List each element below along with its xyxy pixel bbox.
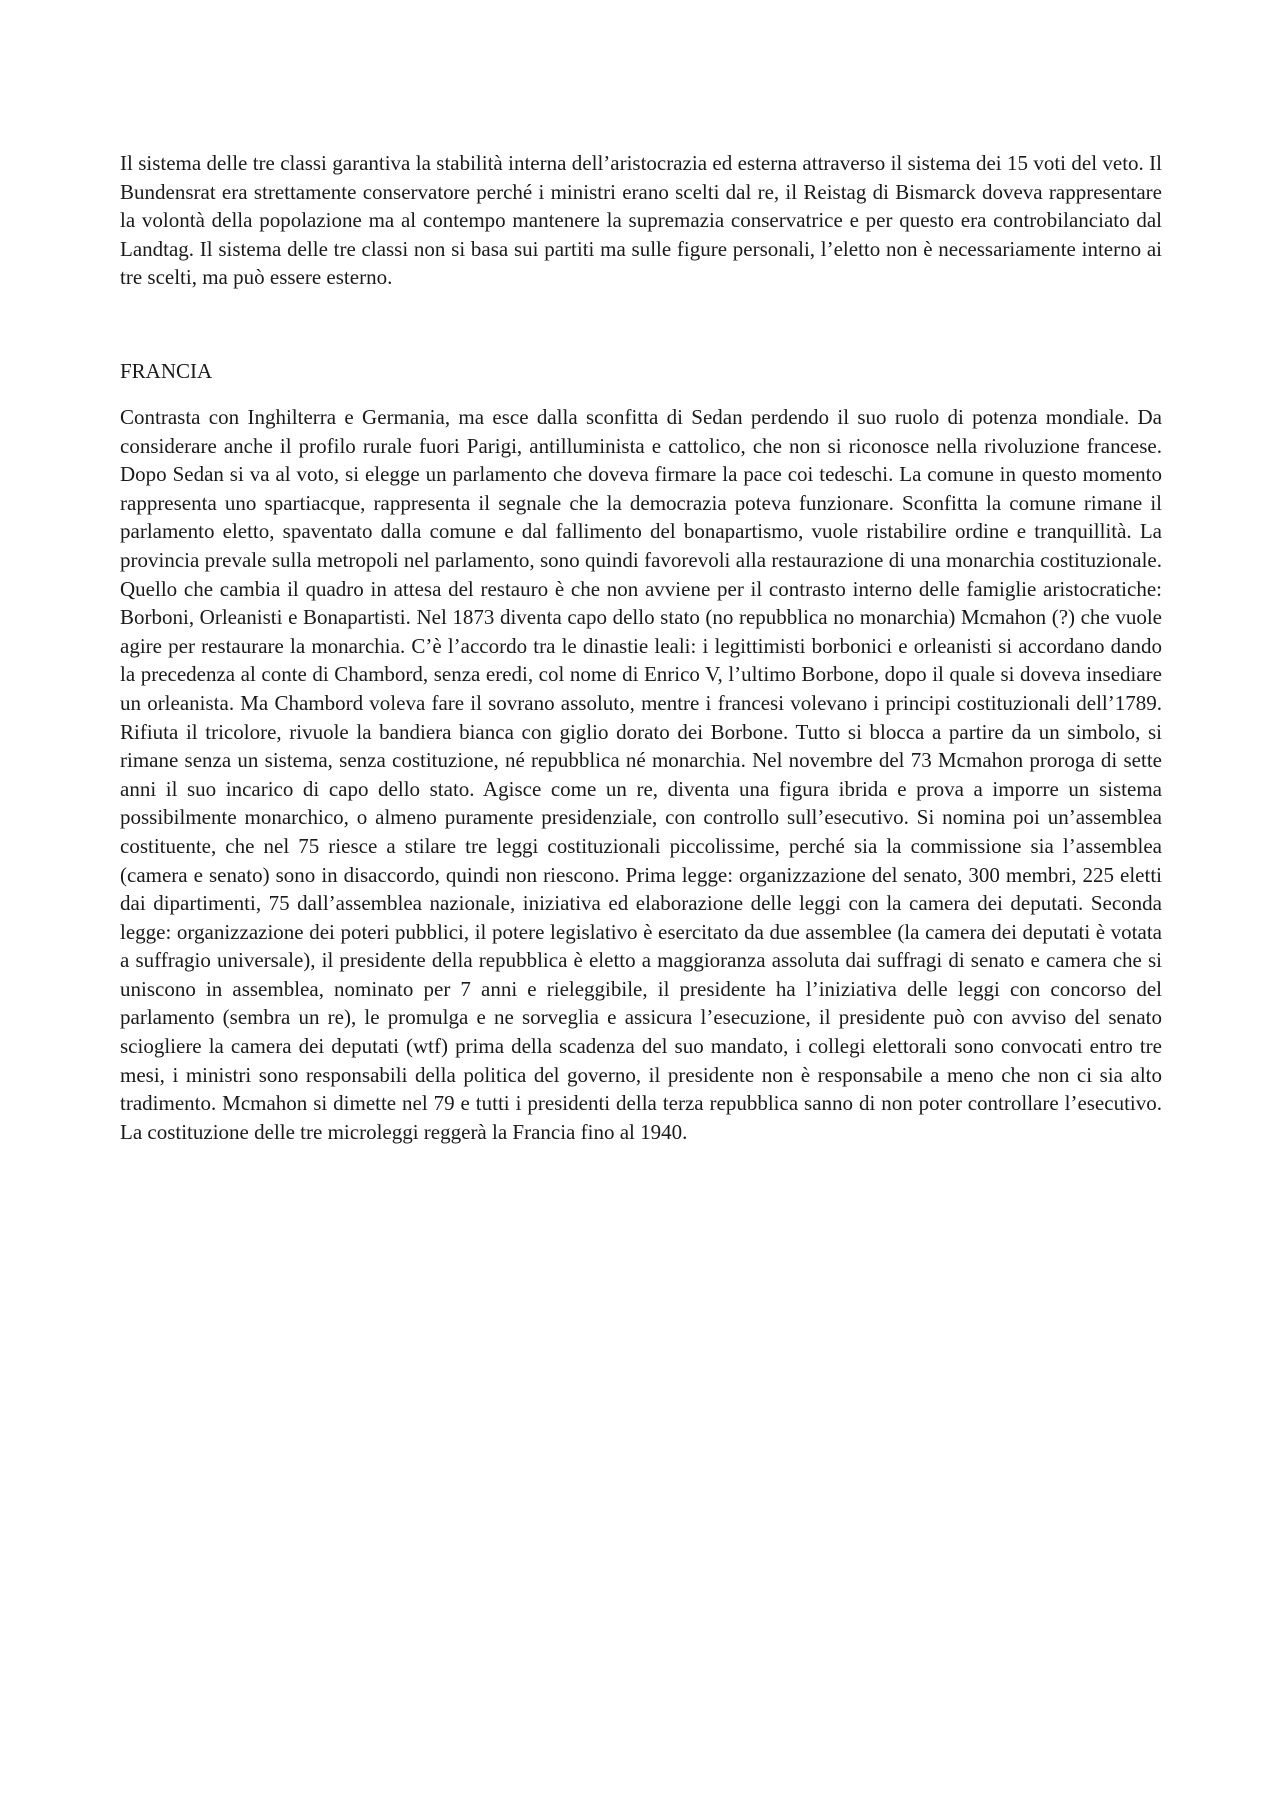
francia-paragraph: Contrasta con Inghilterra e Germania, ma esce dalla sconfitta di Sedan perdendo il suo ruolo di potenza mondiale. Da considerare anche il profilo rurale fuori Parigi, antilluminista e cattolico, che non si riconosce nella rivoluzione francese. Dopo Sedan si va al voto, si elegge un parlamento che doveva firmare la pace coi tedeschi. La comune in questo momento rappresenta uno spartiacque, rappresenta il segnale che la democrazia poteva funzionare. Sconfitta la comune rimane il parlamento eletto, spaventato dalla comune e dal fallimento del bonapartismo, vuole ristabilire ordine e tranquillità. La provincia prevale sulla metropoli nel parlamento, sono quindi favorevoli alla restaurazione di una monarchia costituzionale. Quello che cambia il quadro in attesa del restauro è che non avviene per il contrasto interno delle famiglie aristocratiche: Borboni, Orleanisti e Bonapartisti. Nel 1873 diventa capo dello stato (no repubblica no monarchia) Mcmahon (?) che vuole agire per restaurare la monarchia. C’è l’accordo tra le dinastie leali: i legittimisti borbonici e orleanisti si accordano dando la precedenza al conte di Chambord, senza eredi, col nome di Enrico V, l’ultimo Borbone, dopo il quale si doveva insediare un orleanista. Ma Chambord voleva fare il sovrano assoluto, mentre i francesi volevano i principi costituzionali dell’1789. Rifiuta il tricolore, rivuole la bandiera bianca con giglio dorato dei Borbone. Tutto si blocca a partire da un simbolo, si rimane senza un sistema, senza costituzione, né repubblica né monarchia. Nel novembre del 73 Mcmahon proroga di sette anni il suo incarico di capo dello stato. Agisce come un re, diventa una figura ibrida e prova a imporre un sistema possibilmente monarchico, o almeno puramente presidenziale, con controllo sull’esecutivo. Si nomina poi un’assemblea costituente, che nel 75 riesce a stilare tre leggi costituzionali piccolissime, perché sia la commissione sia l’assemblea (camera e senato) sono in disaccordo, quindi non riescono. Prima legge: organizzazione del senato, 300 membri, 225 eletti dai dipartimenti, 75 dall’assemblea nazionale, iniziativa ed elaborazione delle leggi con la camera dei deputati. Seconda legge: organizzazione dei poteri pubblici, il potere legislativo è esercitato da due assemblee (la camera dei deputati è votata a suffragio universale), il presidente della repubblica è eletto a maggioranza assoluta dai suffragi di senato e camera che si uniscono in assemblea, nominato per 7 anni e rieleggibile, il presidente ha l’iniziativa delle leggi con concorso del parlamento (sembra un re), le promulga e ne sorveglia e assicura l’esecuzione, il presidente può con avviso del senato sciogliere la camera dei deputati (wtf) prima della scadenza del suo mandato, i collegi elettorali sono convocati entro tre mesi, i ministri sono responsabili della politica del governo, il presidente non è responsabile a meno che non ci sia alto tradimento. Mcmahon si dimette nel 79 e tutti i presidenti della terza repubblica sanno di non poter controllare l’esecutivo. La costituzione delle tre microleggi reggerà la Francia fino al 1940.	[120, 405, 1162, 1144]
section-heading: FRANCIA	[120, 359, 213, 383]
intro-paragraph: Il sistema delle tre classi garantiva la stabilità interna dell’aristocrazia ed esterna attraverso il sistema dei 15 voti del veto. Il Bundensrat era strettamente conservatore perché i ministri erano scelti dal re, il Reistag di Bismarck doveva rappresentare la volontà della popolazione ma al contempo mantenere la supremazia conservatrice e per questo era controbilanciato dal Landtag. Il sistema delle tre classi non si basa sui partiti ma sulle figure personali, l’eletto non è necessariamente interno ai tre scelti, ma può essere esterno.	[120, 151, 1162, 290]
